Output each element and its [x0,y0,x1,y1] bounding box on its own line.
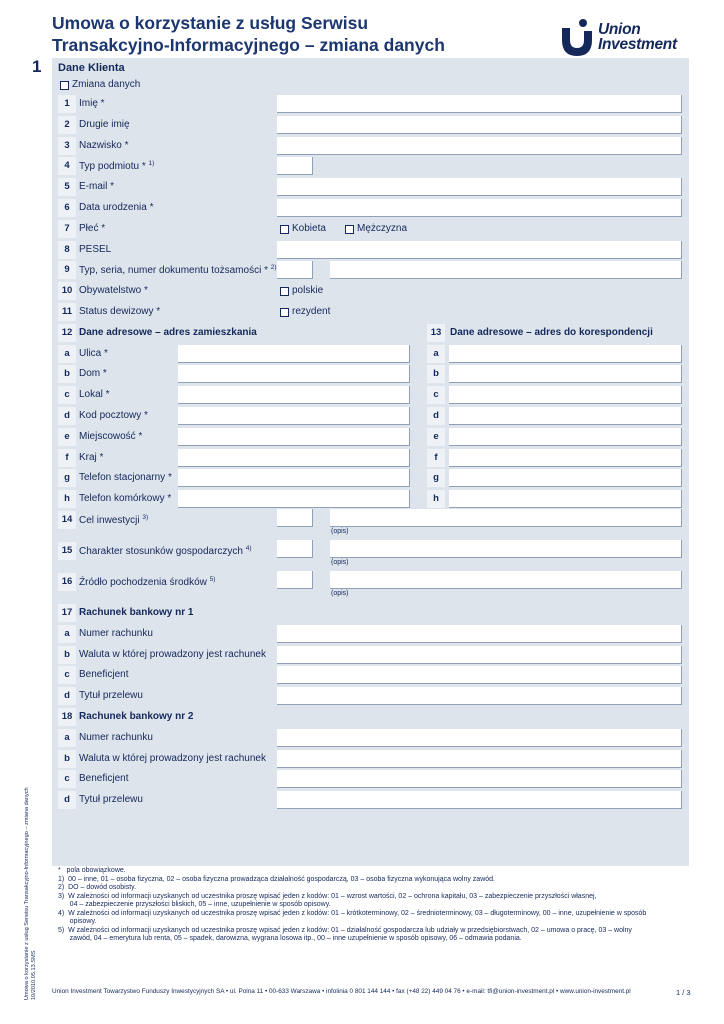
residence-address-field[interactable] [178,407,410,425]
field-label-text: Płeć * [79,222,106,234]
row-letter: d [58,407,76,425]
document-number-field[interactable] [330,261,682,279]
row-letter: a [58,625,76,643]
male-checkbox[interactable] [345,225,354,234]
footnote-ref: 2) [270,264,277,272]
description-field[interactable] [330,509,682,527]
document-type-field[interactable] [277,261,313,279]
row-number: 7 [58,220,76,238]
field-label-text: Obywatelstwo * [79,285,148,297]
row-number: 6 [58,199,76,217]
document-title-line2: Transakcyjno-Informacyjnego – zmiana danych [52,35,445,55]
field-label [79,576,215,588]
field-label [79,306,160,317]
bank-field[interactable] [277,770,682,788]
row-number: 12 [58,324,76,342]
citizenship-polish-checkbox[interactable] [280,287,289,296]
row-number: 3 [58,137,76,155]
vertical-form-id [24,787,38,1000]
field-label-text: Drugie imię [79,118,130,130]
field-label [79,98,105,109]
bank-field[interactable] [277,666,682,684]
footnote-ref: 3) [142,514,149,521]
row-number: 9 [58,261,76,279]
logo-line2: Investment [598,36,677,53]
text-field[interactable] [277,137,682,155]
page-number: 1 / 3 [676,988,691,997]
field-label: Waluta w której prowadzony jest rachunek [79,648,266,660]
field-label [79,514,148,526]
bank-account-title: Rachunek bankowy nr 1 [79,607,194,618]
field-label: Beneficjent [79,669,129,681]
correspondence-address-field[interactable] [449,345,682,363]
code-field[interactable] [277,571,313,589]
footnote: 5) W zależności od informacji uzyskanych od uczestnika proszę wpisać jeden z kodów: 01 – działalność gospodarcza lub udziały w przedsiębiorstwach, 02 – umowa o pracę, 03 – wolny zawód, 04 – emerytura lub renta, 05 – spadek, darowizna, wygrana losowa itp., 00 – inne uzupełnienie w sposób opisowy, 06 – odmawia podania. [58,926,632,942]
entity-type-field[interactable] [277,157,313,175]
document-title-line1: Umowa o korzystanie z usług Serwisu [52,13,369,33]
correspondence-address-field[interactable] [449,365,682,383]
residence-address-field[interactable] [178,469,410,487]
change-data-label: Zmiana danych [72,79,141,90]
footnote: 1) 00 – inne, 01 – osoba fizyczna, 02 – osoba fizyczna prowadząca działalność gospodarczą, 03 – osoba fizyczna wykonująca wolny zawód. [58,875,495,883]
field-label-text: E-mail * [79,181,115,193]
vertical-form-title: Umowa o korzystanie z usług Serwisu Transakcyjno-Informacyjnego – zmiana danych [24,787,30,1000]
resident-checkbox[interactable] [280,308,289,317]
row-number: 17 [58,604,76,622]
field-label [79,202,154,213]
residence-address-field[interactable] [178,428,410,446]
field-label: Kraj * [79,451,104,463]
union-investment-logo-icon [560,18,596,56]
correspondence-address-field[interactable] [449,407,682,425]
field-label-text: Data urodzenia * [79,202,154,213]
row-letter: c [58,666,76,684]
residence-address-field[interactable] [178,490,410,508]
field-label: Telefon komórkowy * [79,493,172,505]
field-label [79,223,105,234]
bank-field[interactable] [277,687,682,705]
logo-line1: Union [598,21,641,38]
citizenship-polish-label: polskie [292,285,324,297]
footnote-ref: 4) [245,545,252,552]
field-label [79,264,277,276]
female-checkbox[interactable] [280,225,289,234]
field-label: Ulica * [79,347,108,359]
field-label-text: Status dewizowy * [79,306,161,317]
document-title [52,12,445,56]
field-label-text: Typ podmiotu * [79,161,146,173]
footnote-ref: 1) [148,160,155,168]
description-field[interactable] [330,571,682,589]
field-label-text: PESEL [79,243,112,255]
row-number: 2 [58,116,76,134]
description-caption: (opis) [331,528,349,535]
field-label-text: Typ, seria, numer dokumentu tożsamości * [79,265,268,277]
code-field[interactable] [277,509,313,527]
bank-field[interactable] [277,646,682,664]
field-label: Waluta w której prowadzony jest rachunek [79,752,266,764]
bank-field[interactable] [277,729,682,747]
row-letter: a [58,345,76,363]
row-letter: d [427,407,445,425]
row-number: 14 [58,511,76,529]
description-caption: (opis) [331,590,349,597]
row-number: 5 [58,178,76,196]
bank-field[interactable] [277,625,682,643]
residence-address-title: Dane adresowe – adres zamieszkania [79,326,257,338]
section-title: Dane Klienta [58,62,125,74]
correspondence-address-field[interactable] [449,428,682,446]
field-label: Lokal * [79,389,110,401]
field-label: Beneficjent [79,773,129,785]
section-number: 1 [32,57,42,76]
row-number: 13 [427,324,445,342]
row-number: 18 [58,708,76,726]
field-label: Miejscowość * [79,430,143,442]
change-data-checkbox[interactable] [60,81,69,90]
field-label [79,160,154,172]
field-label [79,285,148,296]
union-investment-logo [560,18,692,58]
description-field[interactable] [330,540,682,558]
row-letter: b [58,646,76,664]
field-label-text: Charakter stosunków gospodarczych [79,546,243,557]
correspondence-address-field[interactable] [449,386,682,404]
field-label-text: Źródło pochodzenia środków [79,577,207,588]
code-field[interactable] [277,540,313,558]
bank-field[interactable] [277,750,682,768]
text-field[interactable] [277,95,682,113]
row-letter: a [427,345,445,363]
row-letter: g [427,469,445,487]
correspondence-address-field[interactable] [449,469,682,487]
row-letter: c [58,770,76,788]
field-label: Numer rachunku [79,731,153,743]
field-label-text: Cel inwestycji [79,515,140,526]
vertical-form-code: 10/2010.05.13.SMS [31,950,37,1000]
correspondence-address-field[interactable] [449,490,682,508]
field-label [79,545,252,557]
field-label [79,181,114,192]
field-label: Tytuł przelewu [79,690,143,702]
row-letter: h [58,490,76,508]
text-field[interactable] [277,178,682,196]
text-field[interactable] [277,241,682,259]
row-letter: e [427,428,445,446]
footnote: 4) W zależności od informacji uzyskanych od uczestnika proszę wpisać jeden z kodów: 01 – krótkoterminowy, 02 – średnioterminowy, 03 – długoterminowy, 00 – inne, uzupełnienie w sposób opisowy. [58,909,647,925]
footnote: 2) DO – dowód osobisty. [58,884,137,891]
text-field[interactable] [277,199,682,217]
logo-wordmark [598,22,677,52]
residence-address-field[interactable] [178,365,410,383]
row-number: 1 [58,95,76,113]
description-caption: (opis) [331,559,349,566]
text-field[interactable] [277,116,682,134]
footer-address: Union Investment Towarzystwo Funduszy Inwestycyjnych SA • ul. Polna 11 • 00-633 Warszawa • infolinia 0 801 144 144 • fax (+48 22) 449 04 76 • e-mail: tfi@union-investment.pl • www.union-investment.pl [52,988,631,995]
field-label: Kod pocztowy * [79,410,148,421]
footnote: 3) W zależności od informacji uzyskanych od uczestnika proszę wpisać jeden z kodów: 01 – wzrost wartości, 02 – ochrona kapitału, 03 – zabezpieczenie przyszłości własnej, 04 – zabezpieczenie przyszłości bliskich, 05 – inne, uzupełnienie w sposób opisowy. [58,892,597,908]
bank-field[interactable] [277,791,682,809]
row-number: 11 [58,303,76,321]
row-letter: c [58,386,76,404]
correspondence-address-field[interactable] [449,449,682,467]
row-letter: f [427,449,445,467]
row-number: 4 [58,157,76,175]
row-letter: b [427,365,445,383]
row-letter: h [427,490,445,508]
field-label: Dom * [79,368,107,380]
row-letter: d [58,687,76,705]
field-label-text: Imię * [79,98,105,109]
row-number: 8 [58,241,76,259]
field-label [79,244,111,255]
row-letter: g [58,469,76,487]
residence-address-field[interactable] [178,449,410,467]
field-label: Telefon stacjonarny * [79,472,172,484]
field-label [79,140,128,151]
male-label: Mężczyzna [357,222,408,234]
footnote: * pola obowiązkowe. [58,867,126,874]
row-letter: b [58,750,76,768]
field-label-text: Nazwisko * [79,139,129,151]
field-label: Tytuł przelewu [79,794,143,806]
row-number: 15 [58,542,76,560]
footnote-ref: 5) [209,576,216,583]
female-label: Kobieta [292,222,326,234]
bank-account-title: Rachunek bankowy nr 2 [79,711,194,722]
row-letter: f [58,449,76,467]
footnotes [58,867,688,944]
row-letter: a [58,729,76,747]
row-letter: b [58,365,76,383]
residence-address-field[interactable] [178,386,410,404]
row-number: 16 [58,573,76,591]
resident-label: rezydent [292,306,331,317]
correspondence-address-title: Dane adresowe – adres do korespondencji [450,326,653,338]
field-label [79,119,130,130]
row-letter: d [58,791,76,809]
field-label: Numer rachunku [79,627,153,639]
row-letter: c [427,386,445,404]
row-number: 10 [58,282,76,300]
row-letter: e [58,428,76,446]
residence-address-field[interactable] [178,345,410,363]
client-data-panel [52,58,689,866]
